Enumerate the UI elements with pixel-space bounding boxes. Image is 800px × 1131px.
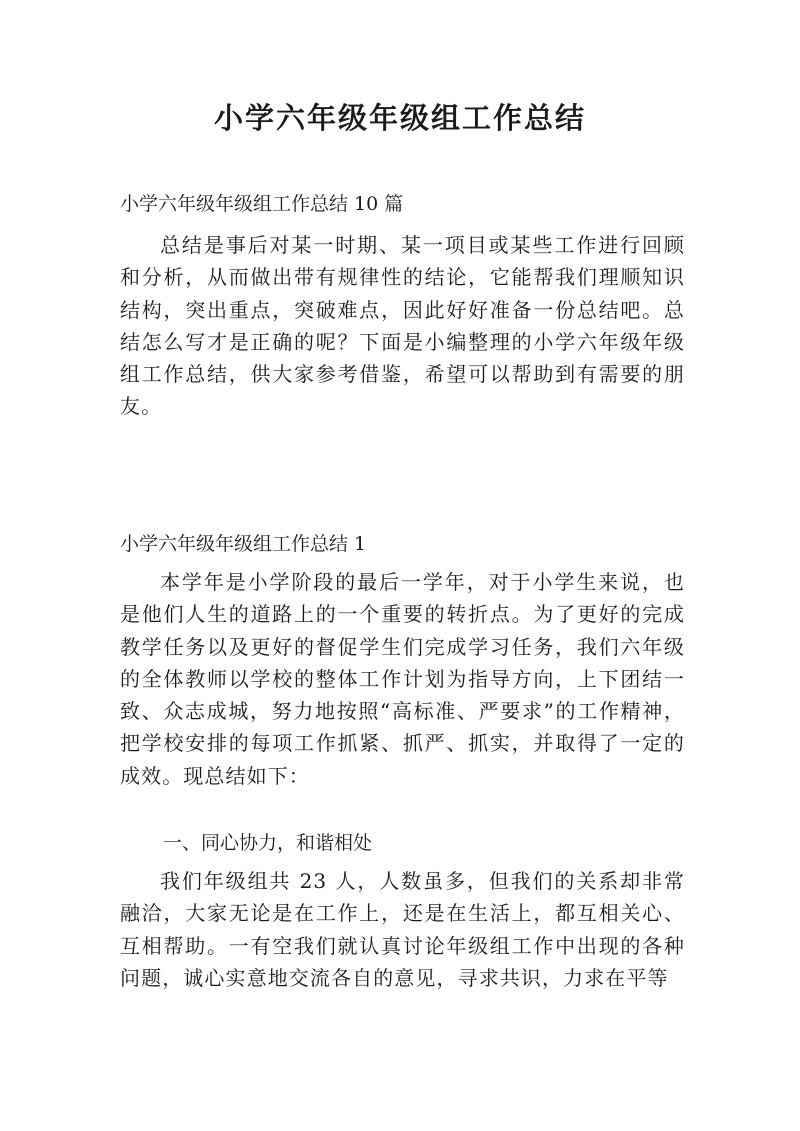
sub-body-paragraph: 我们年级组共 23 人，人数虽多，但我们的关系却非常融洽，大家无论是在工作上，还是在生活上，都互相关心、互相帮助。一有空我们就认真讨论年级组工作中出现的各种问题，诚心实意地交流各自的意见，寻求共识，力求在平等: [120, 869, 685, 990]
section-body-paragraph: 本学年是小学阶段的最后一学年，对于小学生来说，也是他们人生的道路上的一个重要的转折点。为了更好的完成教学任务以及更好的督促学生们完成学习任务，我们六年级的全体教师以学校的整体工作计划为指导方向，上下团结一致、众志成城，努力地按照“高标准、严要求”的工作精神，把学校安排的每项工作抓紧、抓严、抓实，并取得了一定的成效。现总结如下：: [120, 570, 685, 788]
document-subtitle: 小学六年级年级组工作总结 10 篇: [120, 193, 404, 215]
document-title: 小学六年级年级组工作总结: [213, 101, 586, 135]
intro-paragraph: 总结是事后对某一时期、某一项目或某些工作进行回顾和分析，从而做出带有规律性的结论，它能帮我们理顺知识结构，突出重点，突破难点，因此好好准备一份总结吧。总结怎么写才是正确的呢？下面是小编整理的小学六年级年级组工作总结，供大家参考借鉴，希望可以帮助到有需要的朋友。: [120, 233, 685, 419]
sub-heading: 一、同心协力，和谐相处: [163, 832, 373, 854]
section-heading: 小学六年级年级组工作总结 1: [120, 533, 367, 555]
